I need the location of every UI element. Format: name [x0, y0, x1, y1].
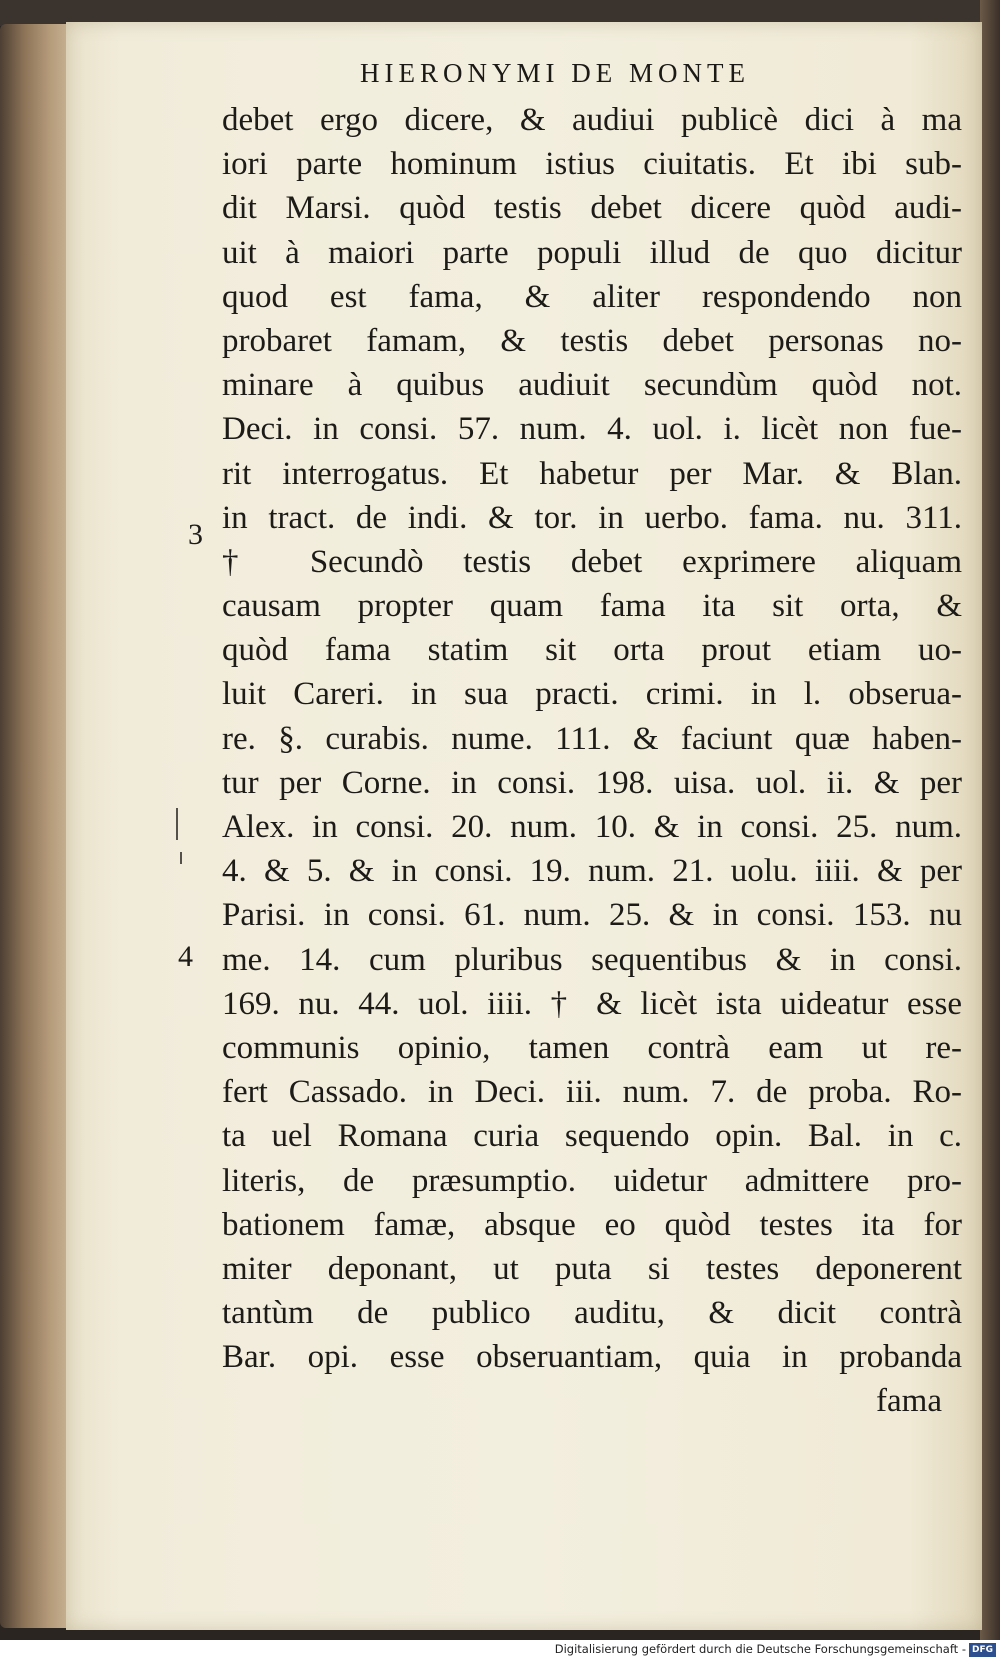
margin-number-3: 3	[188, 518, 203, 551]
text-line: re. §. curabis. nume. 111. & faciunt quæ haben-	[222, 720, 962, 757]
footer-bar	[0, 1640, 1000, 1661]
text-line: luit Careri. in sua practi. crimi. in l. obserua-	[222, 676, 962, 713]
margin-mark	[176, 808, 178, 840]
text-line: quod est fama, & aliter respondendo non	[222, 278, 962, 315]
text-line: fert Cassado. in Deci. iii. num. 7. de proba. Ro-	[222, 1074, 962, 1111]
text-line: tur per Corne. in consi. 198. uisa. uol. ii. & per	[222, 764, 962, 801]
text-line: dit Marsi. quòd testis debet dicere quòd audi-	[222, 190, 962, 227]
text-line: quòd fama statim sit orta prout etiam uo-	[222, 632, 962, 669]
text-line: † Secundò testis debet exprimere aliquam	[222, 543, 962, 580]
text-line: Parisi. in consi. 61. num. 25. & in consi. 153. nu	[222, 897, 962, 934]
text-line: tantùm de publico auditu, & dicit contrà	[222, 1295, 962, 1332]
text-line: causam propter quam fama ita sit orta, &	[222, 588, 962, 625]
catchword: fama	[876, 1383, 942, 1420]
margin-mark	[180, 852, 182, 864]
text-line: ta uel Romana curia sequendo opin. Bal. in c.	[222, 1118, 962, 1155]
text-line: debet ergo dicere, & audiui publicè dici à ma	[222, 102, 962, 138]
footer-credit: Digitalisierung gefördert durch die Deutsche Forschungsgemeinschaft -	[554, 1642, 966, 1656]
running-head: HIERONYMI DE MONTE	[360, 58, 750, 88]
text-line: literis, de præsumptio. uidetur admittere pro-	[222, 1162, 962, 1199]
text-line: 169. nu. 44. uol. iiii. † & licèt ista uideatur esse	[222, 985, 962, 1022]
text-line: communis opinio, tamen contrà eam ut re-	[222, 1029, 962, 1066]
margin-number-4: 4	[178, 940, 193, 973]
text-line: minare à quibus audiuit secundùm quòd not.	[222, 367, 962, 404]
text-line: bationem famæ, absque eo quòd testes ita for	[222, 1206, 962, 1243]
book-spine-edge	[0, 24, 70, 1628]
text-line: rit interrogatus. Et habetur per Mar. & Blan.	[222, 455, 962, 492]
text-line: Bar. opi. esse obseruantiam, quia in probanda	[222, 1339, 962, 1376]
body-text	[222, 98, 962, 1424]
text-line: in tract. de indi. & tor. in uerbo. fama. nu. 311.	[222, 499, 962, 536]
dfg-logo-icon: DFG	[969, 1643, 996, 1657]
text-line: miter deponant, ut puta si testes deponerent	[222, 1250, 962, 1287]
right-edge	[980, 0, 1000, 1640]
text-line: me. 14. cum pluribus sequentibus & in consi.	[222, 941, 962, 978]
text-line: 4. & 5. & in consi. 19. num. 21. uolu. iiii. & per	[222, 853, 962, 890]
text-line: probaret famam, & testis debet personas no-	[222, 322, 962, 359]
text-line: Deci. in consi. 57. num. 4. uol. i. licèt non fue-	[222, 411, 962, 448]
text-line: iori parte hominum istius ciuitatis. Et ibi sub-	[222, 146, 962, 183]
text-line: uit à maiori parte populi illud de quo dicitur	[222, 234, 962, 271]
text-line: Alex. in consi. 20. num. 10. & in consi. 25. num.	[222, 809, 962, 845]
